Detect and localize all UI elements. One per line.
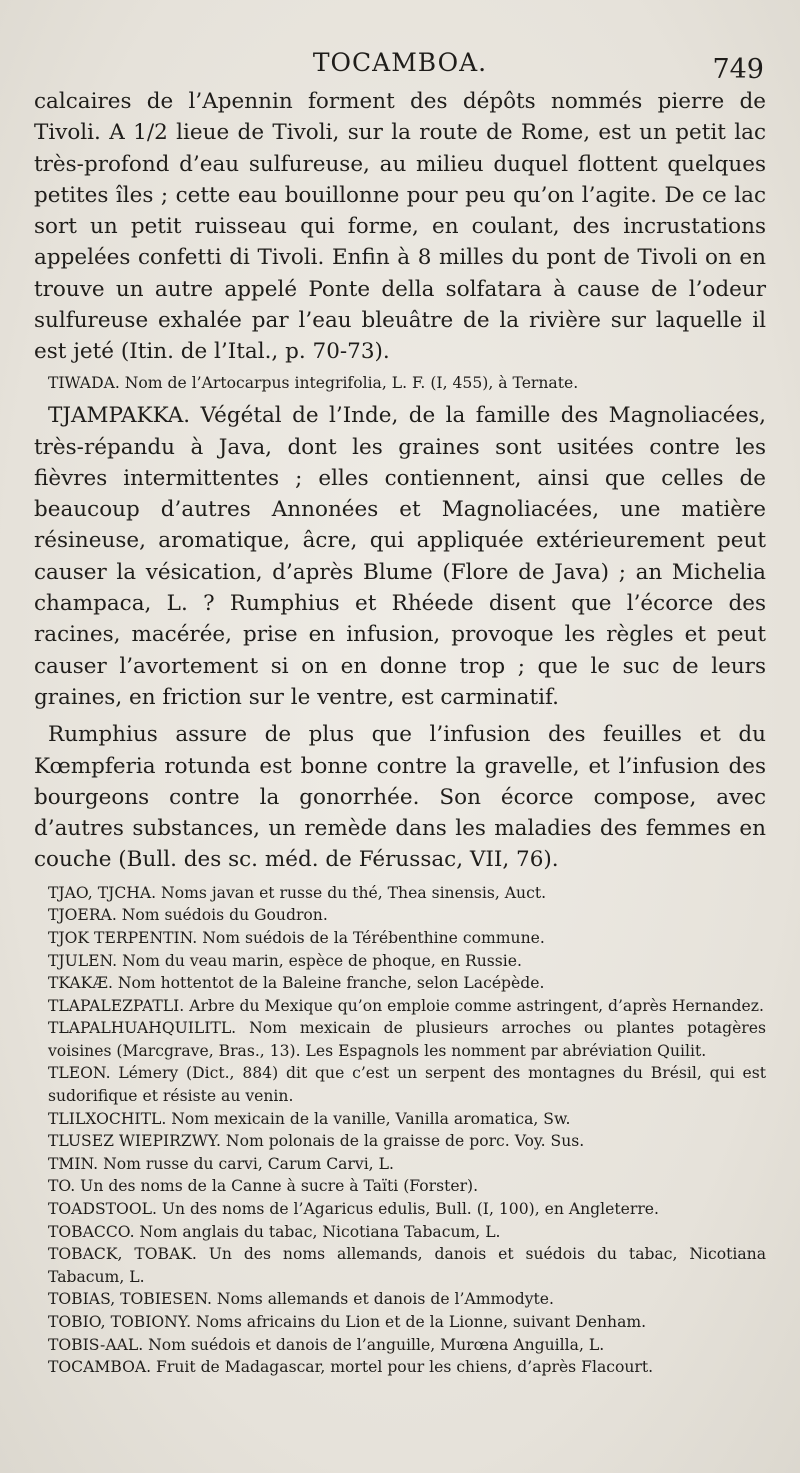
- dictionary-entry: TOCAMBOA. Fruit de Madagascar, mortel pour les chiens, d’après Flacourt.: [48, 1358, 654, 1377]
- dictionary-entry: TLILXOCHITL. Nom mexicain de la vanille, Vanilla aromatica, Sw.: [48, 1109, 571, 1128]
- dictionary-entry: TOBACK, TOBAK. Un des noms allemands, danois et suédois du tabac, Nicotiana Tabacum, L.: [48, 1245, 766, 1286]
- running-head: TOCAMBOA.: [312, 48, 488, 77]
- dictionary-entry: TOADSTOOL. Un des noms de l’Agaricus edulis, Bull. (I, 100), en Angleterre.: [48, 1200, 659, 1219]
- entry-tiwada: TIWADA. Nom de l’Artocarpus integrifolia, L. F. (I, 455), à Ternate.: [48, 373, 579, 392]
- dictionary-entry: TOBIAS, TOBIESEN. Noms allemands et danois de l’Ammodyte.: [48, 1290, 554, 1309]
- page-header: [34, 48, 766, 86]
- dictionary-entry: TJOK TERPENTIN. Nom suédois de la Térébenthine commune.: [48, 928, 545, 947]
- dictionary-entry: TJOERA. Nom suédois du Goudron.: [48, 906, 328, 925]
- dictionary-entry: TJAO, TJCHA. Noms javan et russe du thé, Thea sinensis, Auct.: [48, 883, 547, 902]
- dictionary-entry: TO. Un des noms de la Canne à sucre à Taïti (Forster).: [48, 1177, 479, 1196]
- dictionary-entry: TLAPALHUAHQUILITL. Nom mexicain de plusieurs arroches ou plantes potagères voisines (Marcgrave, Bras., 13). Les Espagnols les nomment par abréviation Quilit.: [48, 1019, 766, 1060]
- dictionary-entry: TKAKÆ. Nom hottentot de la Baleine franche, selon Lacépède.: [48, 974, 545, 993]
- entry-tjampakka: TJAMPAKKA. Végétal de l’Inde, de la famille des Magnoliacées, très-répandu à Java, dont les graines sont usitées contre les fièvres intermittentes ; elles contiennent, ainsi que celles de beaucoup d’autres Annonées et Magnoliacées, une matière résineuse, aromatique, âcre, qui appliquée extérieurement peut causer la vésication, d’après Blume (Flore de Java) ; an Michelia champaca, L. ? Rumphius et Rhéede disent que l’écorce des racines, macérée, prise en infusion, provoque les règles et peut causer l’avortement si on en donne trop ; que le suc de leurs graines, en friction sur le ventre, est carminatif.: [34, 403, 766, 710]
- dictionary-entry: TLAPALEZPATLI. Arbre du Mexique qu’on emploie comme astringent, d’après Hernandez.: [48, 996, 764, 1015]
- dictionary-entry: TOBIO, TOBIONY. Noms africains du Lion et de la Lionne, suivant Denham.: [48, 1313, 647, 1331]
- dictionary-entry: TOBIS-AAL. Nom suédois et danois de l’anguille, Murœna Anguilla, L.: [48, 1335, 605, 1354]
- dictionary-entry: TLEON. Lémery (Dict., 884) dit que c’est un serpent des montagnes du Brésil, qui est sudorifique et résiste au venin.: [48, 1064, 766, 1106]
- page-number: 749: [712, 54, 764, 85]
- dictionary-entry: TLUSEZ WIEPIRZWY. Nom polonais de la graisse de porc. Voy. Sus.: [48, 1132, 585, 1151]
- dictionary-entries: [34, 882, 766, 1379]
- entry-tjampakka-continued: Rumphius assure de plus que l’infusion des feuilles et du Kœmpferia rotunda est bonne contre la gravelle, et l’infusion des bourgeons contre la gonorrhée. Son écorce compose, avec d’autres substances, un remède dans les maladies des femmes en couche (Bull. des sc. méd. de Férussac, VII, 76).: [34, 722, 766, 873]
- dictionary-entry: TOBACCO. Nom anglais du tabac, Nicotiana Tabacum, L.: [48, 1222, 501, 1241]
- dictionary-entry: TJULEN. Nom du veau marin, espèce de phoque, en Russie.: [48, 951, 522, 970]
- paragraph-tivoli: calcaires de l’Apennin forment des dépôts nommés pierre de Tivoli. A 1/2 lieue de Tivoli, sur la route de Rome, est un petit lac très-profond d’eau sulfureuse, au milieu duquel flottent quelques petites îles ; cette eau bouillonne pour peu qu’on l’agite. De ce lac sort un petit ruisseau qui forme, en coulant, des incrustations appelées confetti di Tivoli. Enfin à 8 milles du pont de Tivoli on en trouve un autre appelé Ponte della solfatara à cause de l’odeur sulfureuse exhalée par l’eau bleuâtre de la rivière sur laquelle il est jeté (Itin. de l’Ital., p. 70-73).: [34, 89, 766, 365]
- dictionary-entry: TMIN. Nom russe du carvi, Carum Carvi, L.: [48, 1154, 394, 1173]
